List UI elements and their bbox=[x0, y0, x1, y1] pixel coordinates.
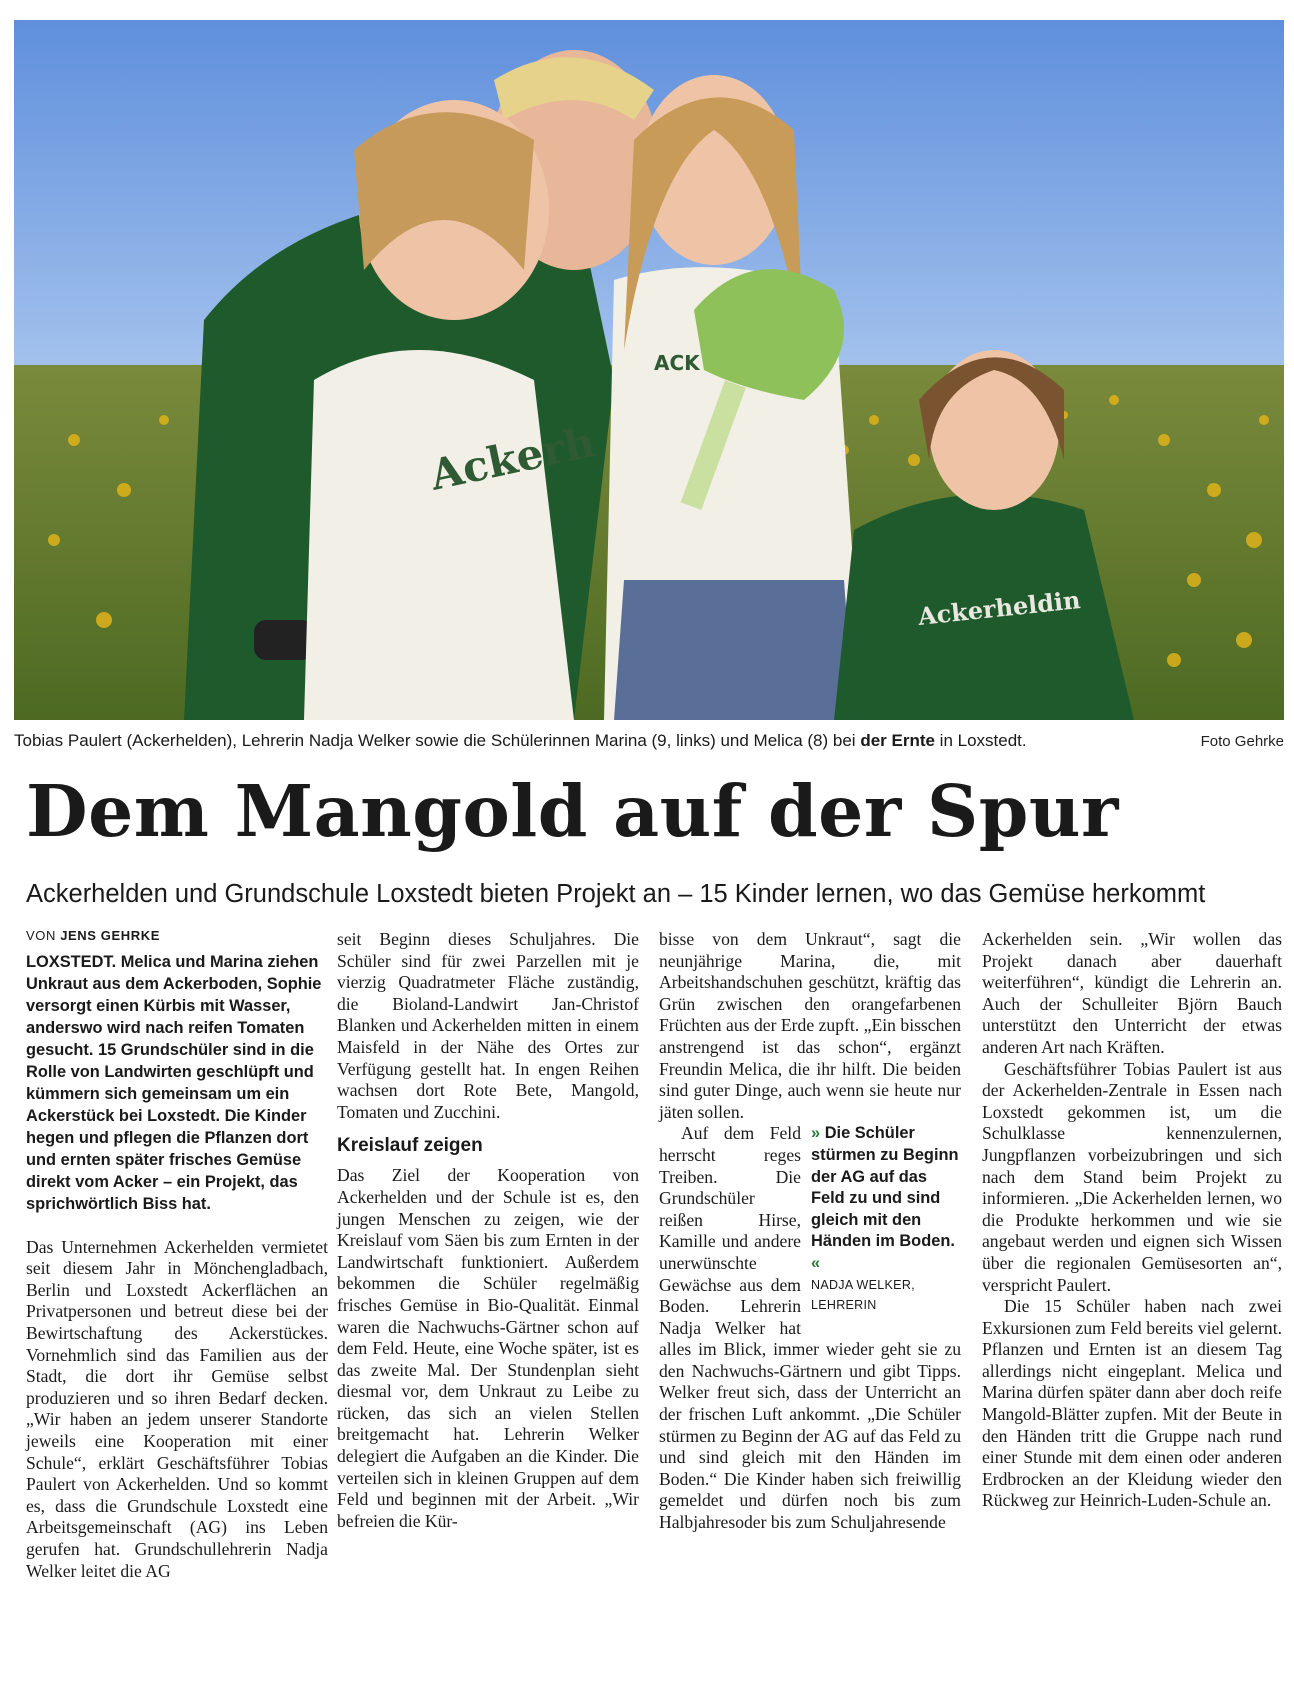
body-paragraph: seit Beginn dieses Schuljahres. Die Schüler sind für zwei Parzellen mit je vierzig Quadratmeter Fläche zuständig, die Bioland-Landwirt Jan-Christof Blanken und Ackerhelden mitten in einem Maisfeld in der Nähe des Ortes zur Verfügung gestellt hat. In engen Reihen wachsen dort Rote Bete, Mangold, Tomaten und Zucchini. bbox=[337, 929, 639, 1122]
byline: VON JENS GEHRKE bbox=[26, 928, 160, 943]
body-paragraph: Auf dem Feld herrscht reges Treiben. Die Grundschüler reißen Hirse, Kamille und andere unerwünschte Gewächse aus dem Boden. Lehrerin Nadja Welker hat alles im Blick, immer wieder geht sie zu den Nachwuchs-Gärtnern und gibt Tipps. Welker freut sich, dass der Unterricht an der frischen Luft ankommt. „Die Schüler stürmen zu Beginn der AG auf das Feld zu und sind gleich mit den Händen im Boden.“ Die Kinder haben sich freiwillig gemeldet und dürfen noch bis zum Halbjahresoder bis zum Schuljahresende bbox=[659, 1123, 961, 1533]
body-paragraph: bisse von dem Unkraut“, sagt die neunjährige Marina, die, mit Arbeitshandschuhen geschützt, kräftig das Grün zwischen den orangefarbenen Früchten aus der Erde zupft. „Ein bisschen anstrengend ist das schon“, ergänzt Freundin Melica, die ihr hilft. Die beiden sind guter Dinge, auch wenn sie heute nur jäten sollen. bbox=[659, 929, 961, 1122]
column-2 bbox=[337, 929, 639, 1532]
body-paragraph: Das Unternehmen Ackerhelden vermietet seit diesem Jahr in Mönchengladbach, Berlin und Loxstedt Ackerflächen an Privatpersonen und betreut diese bei der Bewirtschaftung des Ackerstückes. Vornehmlich sind das Familien aus der Stadt, die dort ihr Gemüse selbst produzieren und so ihren Bedarf decken. „Wir haben an jedem unserer Standorte jeweils eine Kooperation mit einer Schule“, erklärt Geschäftsführer Tobias Paulert von Ackerhelden. Und so kommt es, dass die Grundschule Loxstedt eine Arbeitsgemeinschaft (AG) ins Leben gerufen hat. Grundschullehrerin Nadja Welker leitet die AG bbox=[26, 1236, 328, 1581]
body-paragraph: Das Ziel der Kooperation von Ackerhelden und der Schule ist es, den jungen Menschen zu zeigen, wie der Kreislauf vom Säen bis zum Ernten in der Landwirtschaft funktioniert. Außerdem bekommen die Schüler regelmäßig frisches Gemüse in Bio-Qualität. Einmal waren die Nachwuchs-Gärtner schon auf dem Feld. Heute, eine Woche später, ist es das zweite Mal. Der Stundenplan sieht diesmal vor, dem Unkraut zu Leibe zu rücken, das sich an vielen Stellen breitgemacht hat. Lehrerin Welker delegiert die Aufgaben an die Kinder. Die verteilen sich in kleinen Gruppen auf dem Feld und beginnen mit der Arbeit. „Wir befreien die Kür- bbox=[337, 1165, 639, 1531]
quote-open-mark: » bbox=[811, 1124, 821, 1143]
shirt-text-center: ACK bbox=[654, 351, 700, 375]
quote-text: Die Schüler stürmen zu Beginn der AG auf das Feld zu und sind gleich mit den Händen im Boden. bbox=[811, 1124, 959, 1251]
section-heading: Kreislauf zeigen bbox=[337, 1135, 483, 1157]
column-1 bbox=[26, 925, 328, 1582]
lead-paragraph: LOXSTEDT. Melica und Marina ziehen Unkraut aus dem Ackerboden, Sophie versorgt einen Kürbis mit Wasser, anderswo wird nach reifen Tomaten gesucht. 15 Grundschüler sind in die Rolle von Landwirten geschlüpft und kümmern sich gemeinsam um ein Ackerstück bei Loxstedt. Die Kinder hegen und pflegen die Pflanzen dort und ernten später frisches Gemüse direkt vom Acker – ein Projekt, das sprichwörtlich Biss hat. bbox=[26, 952, 322, 1213]
photo-caption bbox=[14, 731, 1284, 751]
author-name: JENS GEHRKE bbox=[60, 928, 160, 943]
column-3 bbox=[659, 929, 961, 1534]
shirt-text-left: Ackerh bbox=[425, 417, 600, 500]
caption-text: Tobias Paulert (Ackerhelden), Lehrerin Nadja Welker sowie die Schülerinnen Marina (9, links) und Melica (8) bei der Ernte in Loxstedt. bbox=[14, 731, 1027, 750]
subheadline: Ackerhelden und Grundschule Loxstedt bieten Projekt an – 15 Kinder lernen, wo das Gemüse herkommt bbox=[26, 880, 1206, 908]
body-paragraph: Ackerhelden sein. „Wir wollen das Projekt danach aber dauerhaft weiterführen“, kündigt die Lehrerin an. Auch der Schulleiter Björn Bauch unterstützt den Unterricht der etwas anderen Art nach Kräften. bbox=[982, 929, 1282, 1057]
headline: Dem Mangold auf der Spur bbox=[26, 769, 1119, 853]
body-paragraph: Geschäftsführer Tobias Paulert ist aus der Ackerhelden-Zentrale in Essen nach Loxstedt gekommen ist, um die Schulklasse kennenzulernen, Jungpflanzen vorbeizubringen und sich nach dem Stand beim Projekt zu informieren. „Die Ackerhelden lernen, wo die Produkte herkommen und wie sie angebaut werden und eignen sich Wissen über die regionalen Gemüsesorten an“, verspricht Paulert. bbox=[982, 1058, 1282, 1295]
shirt-text-right: Ackerheldin bbox=[916, 585, 1082, 631]
photo-credit: Foto Gehrke bbox=[1200, 733, 1284, 750]
quote-author-role: LEHRERIN bbox=[811, 1297, 877, 1312]
quote-author: NADJA WELKER, bbox=[811, 1277, 915, 1292]
article-photo bbox=[14, 20, 1284, 720]
quote-close-mark: « bbox=[811, 1253, 821, 1272]
pull-quote bbox=[811, 1123, 961, 1314]
photo-illustration bbox=[14, 20, 1284, 720]
body-paragraph: Die 15 Schüler haben nach zwei Exkursionen zum Feld bereits viel gelernt. Pflanzen und Ernten ist an diesem Tag allerdings nicht eingeplant. Melica und Marina dürfen später dann aber doch reife Mangold-Blätter zupfen. Mit der Beute in den Händen tritt die Gruppe nach rund einer Stunde mit dem einen oder anderen Erdbrocken an der Kleidung wieder den Rückweg zur Heinrich-Luden-Schule an. bbox=[982, 1296, 1282, 1511]
column-4 bbox=[982, 929, 1282, 1512]
